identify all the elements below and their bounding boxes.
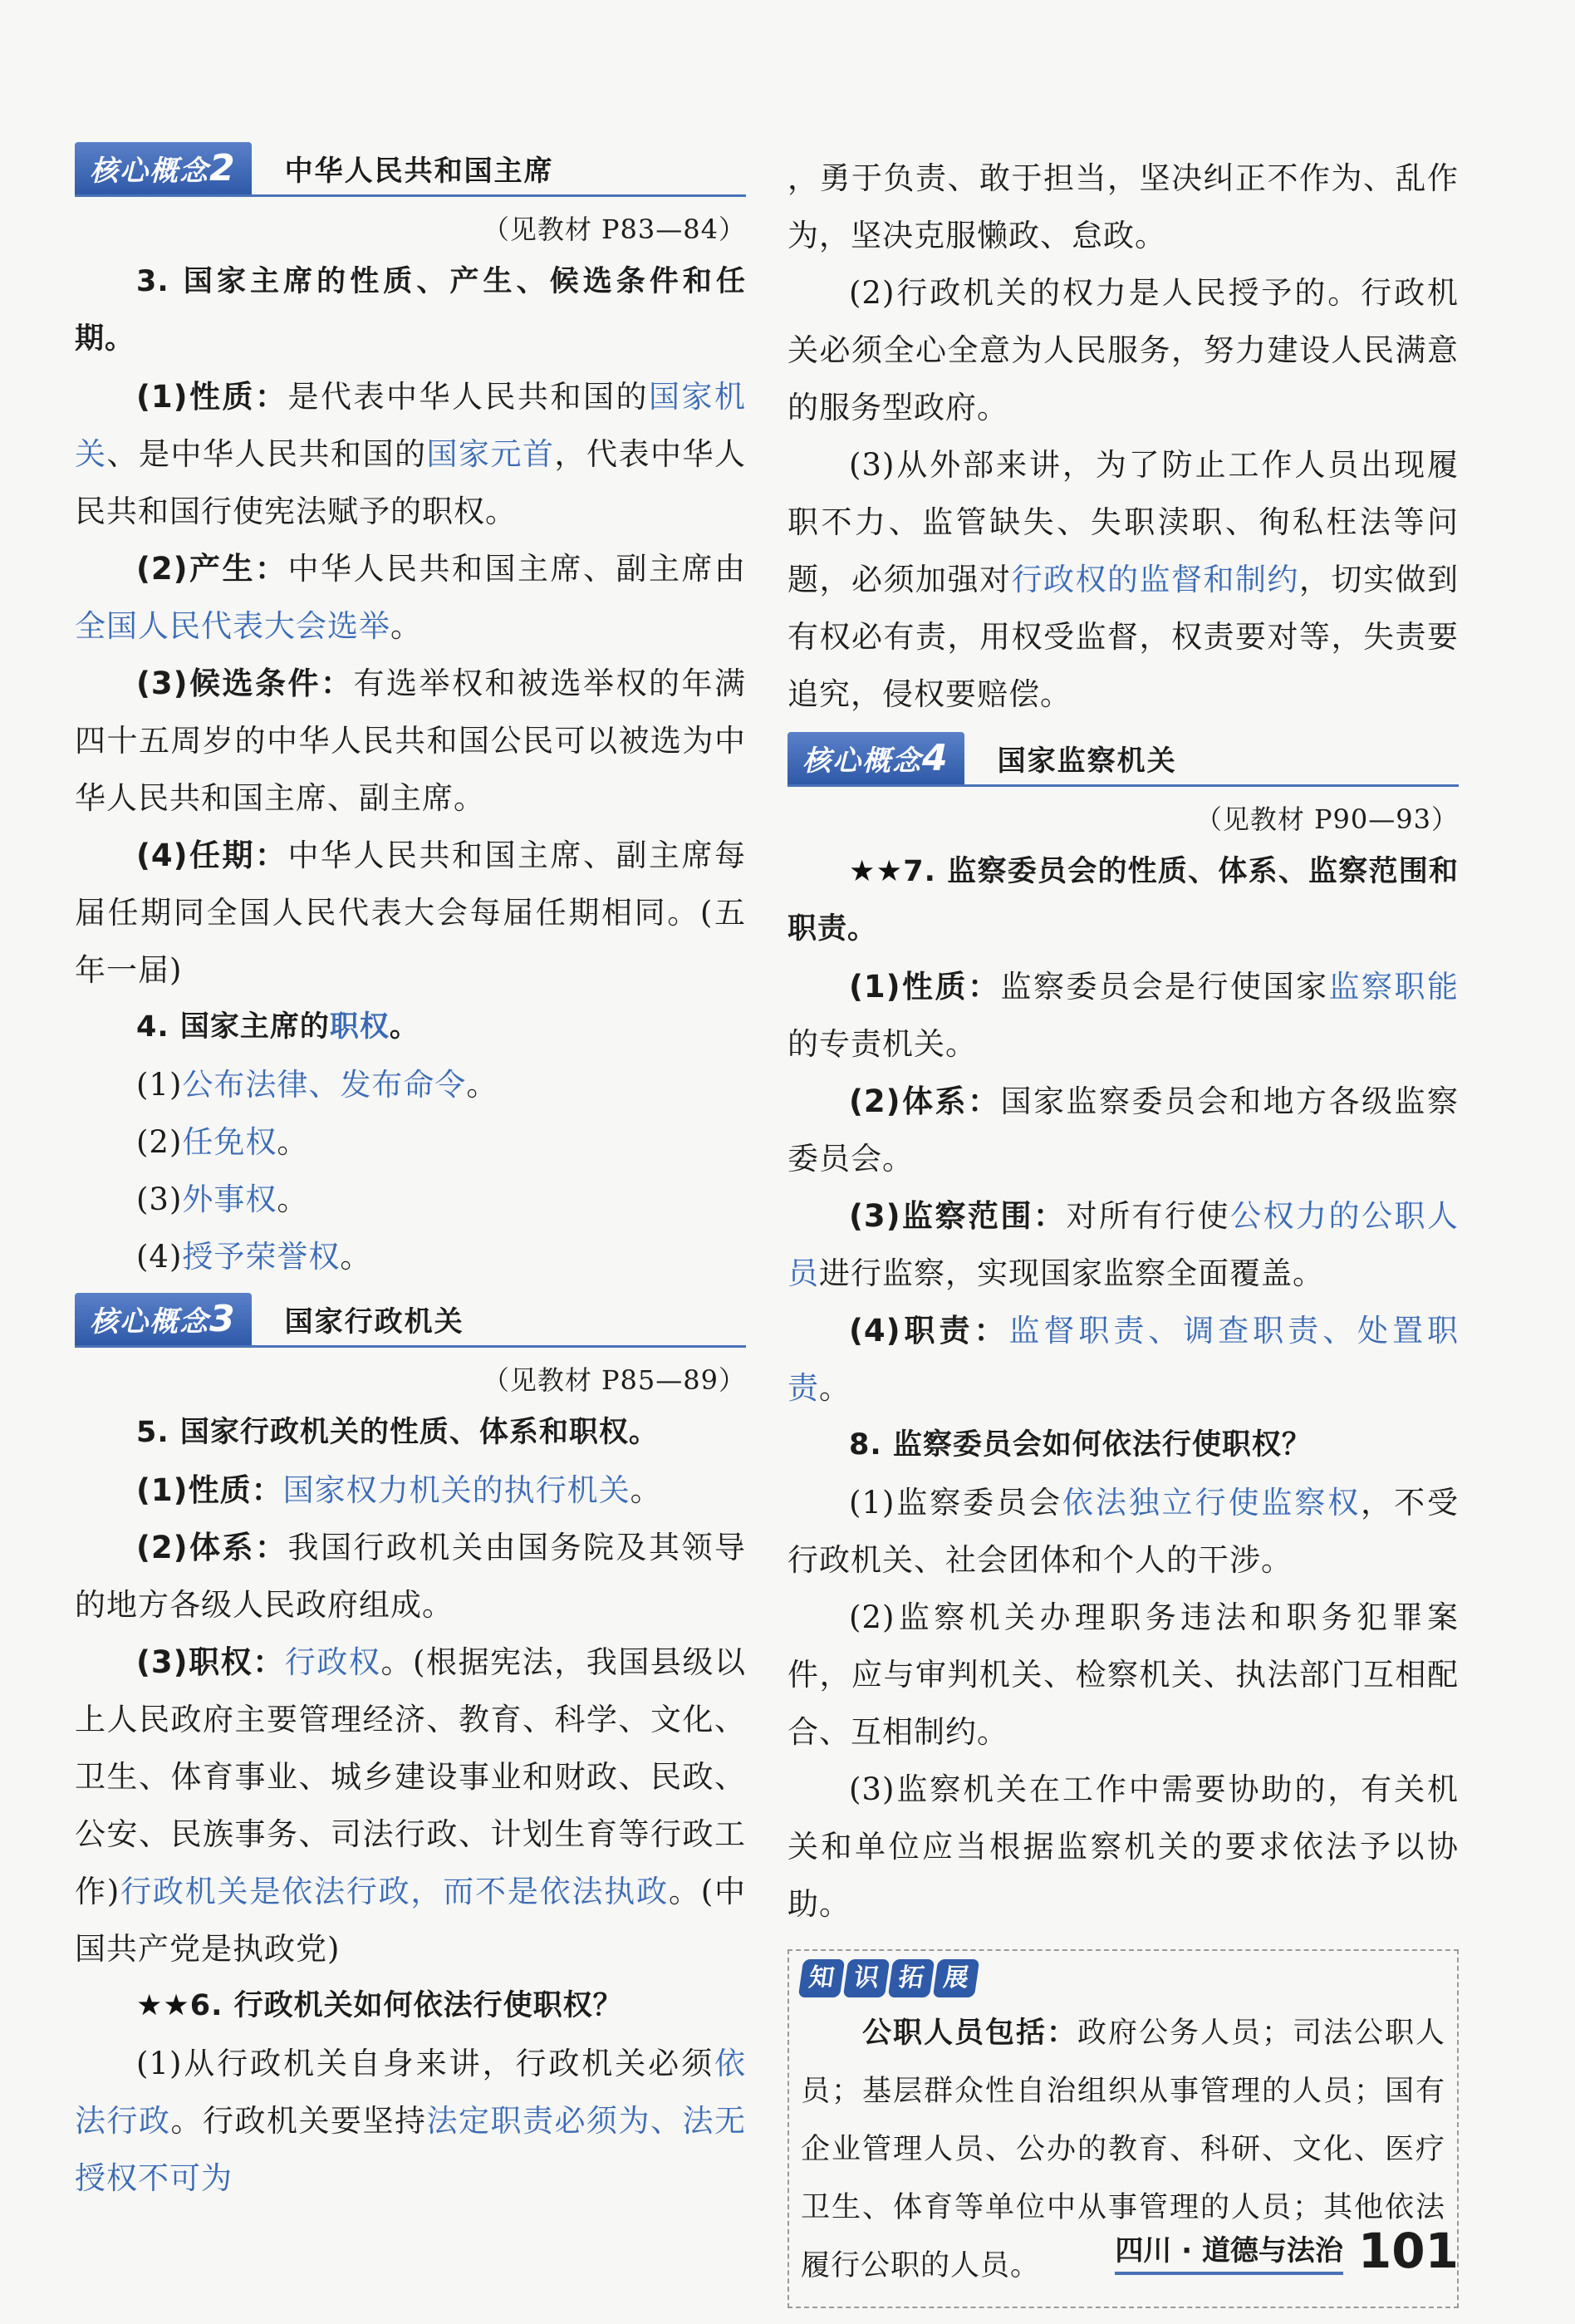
q6-point-2: (2)行政机关的权力是人民授予的。行政机关必须全心全意为人民服务，努力建设人民满意的服务型政府。 — [788, 275, 1459, 425]
question-3: 3. 国家主席的性质、产生、候选条件和任期。 — [75, 265, 746, 356]
question-4: 4. 国家主席的职权。 — [136, 1010, 420, 1044]
question-7: ★★7. 监察委员会的性质、体系、监察范围和职责。 — [788, 855, 1459, 946]
concept-tag: 核心概念2 — [75, 142, 252, 194]
concept-title: 中华人民共和国主席 — [284, 154, 554, 188]
question-5: 5. 国家行政机关的性质、体系和职权。 — [136, 1416, 659, 1449]
q3-candidate: (3)候选条件：有选举权和被选举权的年满四十五周岁的中华人民共和国公民可以被选为中华人民共和国主席、副主席。 — [75, 666, 746, 816]
concept-header-2 — [75, 141, 746, 197]
q4-item: (2)任免权。 — [136, 1124, 309, 1160]
q4-item: (4)授予荣誉权。 — [136, 1239, 372, 1275]
q7-duty: (4)职责：监督职责、调查职责、处置职责。 — [788, 1313, 1459, 1406]
q6-point-1: (1)从行政机关自身来讲，行政机关必须依法行政。行政机关要坚持法定职责必须为、法无授权不可为 — [75, 2046, 746, 2196]
extension-text: 公职人员包括：政府公务人员；司法公职人员；基层群众性自治组织从事管理的人员；国有企业管理人员、公办的教育、科研、文化、医疗卫生、体育等单位中从事管理的人员；其他依法履行公职的人员。 — [801, 2017, 1445, 2282]
q7-scope: (3)监察范围：对所有行使公权力的公职人员进行监察，实现国家监察全面覆盖。 — [788, 1198, 1460, 1291]
q4-item: (3)外事权。 — [136, 1182, 309, 1217]
q5-power: (3)职权：行政权。(根据宪法，我国县级以上人民政府主要管理经济、教育、科学、文化、卫生、体育事业、城乡建设事业和财政、民政、公安、民族事务、司法行政、计划生育等行政工作)行政机关是依法行政，而不是依法执政。(中国共产党是执政党) — [75, 1644, 747, 1967]
left-column — [75, 141, 746, 2207]
question-6: ★★6. 行政机关如何依法行使职权？ — [136, 1989, 623, 2022]
page-number: 101 — [1357, 2223, 1459, 2279]
right-column — [788, 150, 1459, 2308]
concept-tag: 核心概念4 — [788, 732, 964, 784]
question-8: 8. 监察委员会如何依法行使职权？ — [849, 1428, 1312, 1462]
q6-point-1-cont: ，勇于负责、敢于担当，坚决纠正不作为、乱作为，坚决克服懒政、怠政。 — [788, 160, 1459, 253]
concept-title: 国家监察机关 — [997, 744, 1177, 778]
q8-point-1: (1)监察委员会依法独立行使监察权，不受行政机关、社会团体和个人的干涉。 — [788, 1485, 1460, 1578]
textbook-reference: （见教材 P83—84） — [482, 214, 746, 245]
concept-tag: 核心概念3 — [75, 1293, 252, 1345]
concept-header-3 — [75, 1292, 746, 1348]
q3-nature: (1)性质：是代表中华人民共和国的国家机关、是中华人民共和国的国家元首，代表中华人民共和国行使宪法赋予的职权。 — [75, 379, 746, 529]
q3-produce: (2)产生：中华人民共和国主席、副主席由全国人民代表大会选举。 — [75, 551, 746, 644]
q7-system: (2)体系：国家监察委员会和地方各级监察委员会。 — [788, 1083, 1459, 1177]
concept-title: 国家行政机关 — [284, 1304, 464, 1339]
q7-nature: (1)性质：监察委员会是行使国家监察职能的专责机关。 — [788, 969, 1460, 1062]
q4-item: (1)公布法律、发布命令。 — [136, 1067, 498, 1103]
page-footer — [1115, 2223, 1459, 2279]
q3-term: (4)任期：中华人民共和国主席、副主席每届任期同全国人民代表大会每届任期相同。(五年一届) — [75, 838, 746, 988]
knowledge-extension-tag: 知 识 拓 展 — [801, 1959, 1445, 1997]
q5-system: (2)体系：我国行政机关由国务院及其领导的地方各级人民政府组成。 — [75, 1530, 746, 1623]
q8-point-2: (2)监察机关办理职务违法和职务犯罪案件，应与审判机关、检察机关、执法部门互相配合、互相制约。 — [788, 1599, 1459, 1750]
textbook-reference: （见教材 P90—93） — [1195, 803, 1459, 835]
q5-nature: (1)性质：国家权力机关的执行机关。 — [136, 1472, 662, 1508]
footer-subject: 四川 · 道德与法治 — [1115, 2228, 1343, 2275]
q6-point-3: (3)从外部来讲，为了防止工作人员出现履职不力、监管缺失、失职渎职、徇私枉法等问题，必须加强对行政权的监督和制约，切实做到有权必有责，用权受监督，权责要对等，失责要追究，侵权要赔偿。 — [788, 447, 1459, 712]
q8-point-3: (3)监察机关在工作中需要协助的，有关机关和单位应当根据监察机关的要求依法予以协助。 — [788, 1771, 1459, 1922]
concept-header-4 — [788, 731, 1459, 787]
textbook-reference: （见教材 P85—89） — [482, 1364, 746, 1396]
